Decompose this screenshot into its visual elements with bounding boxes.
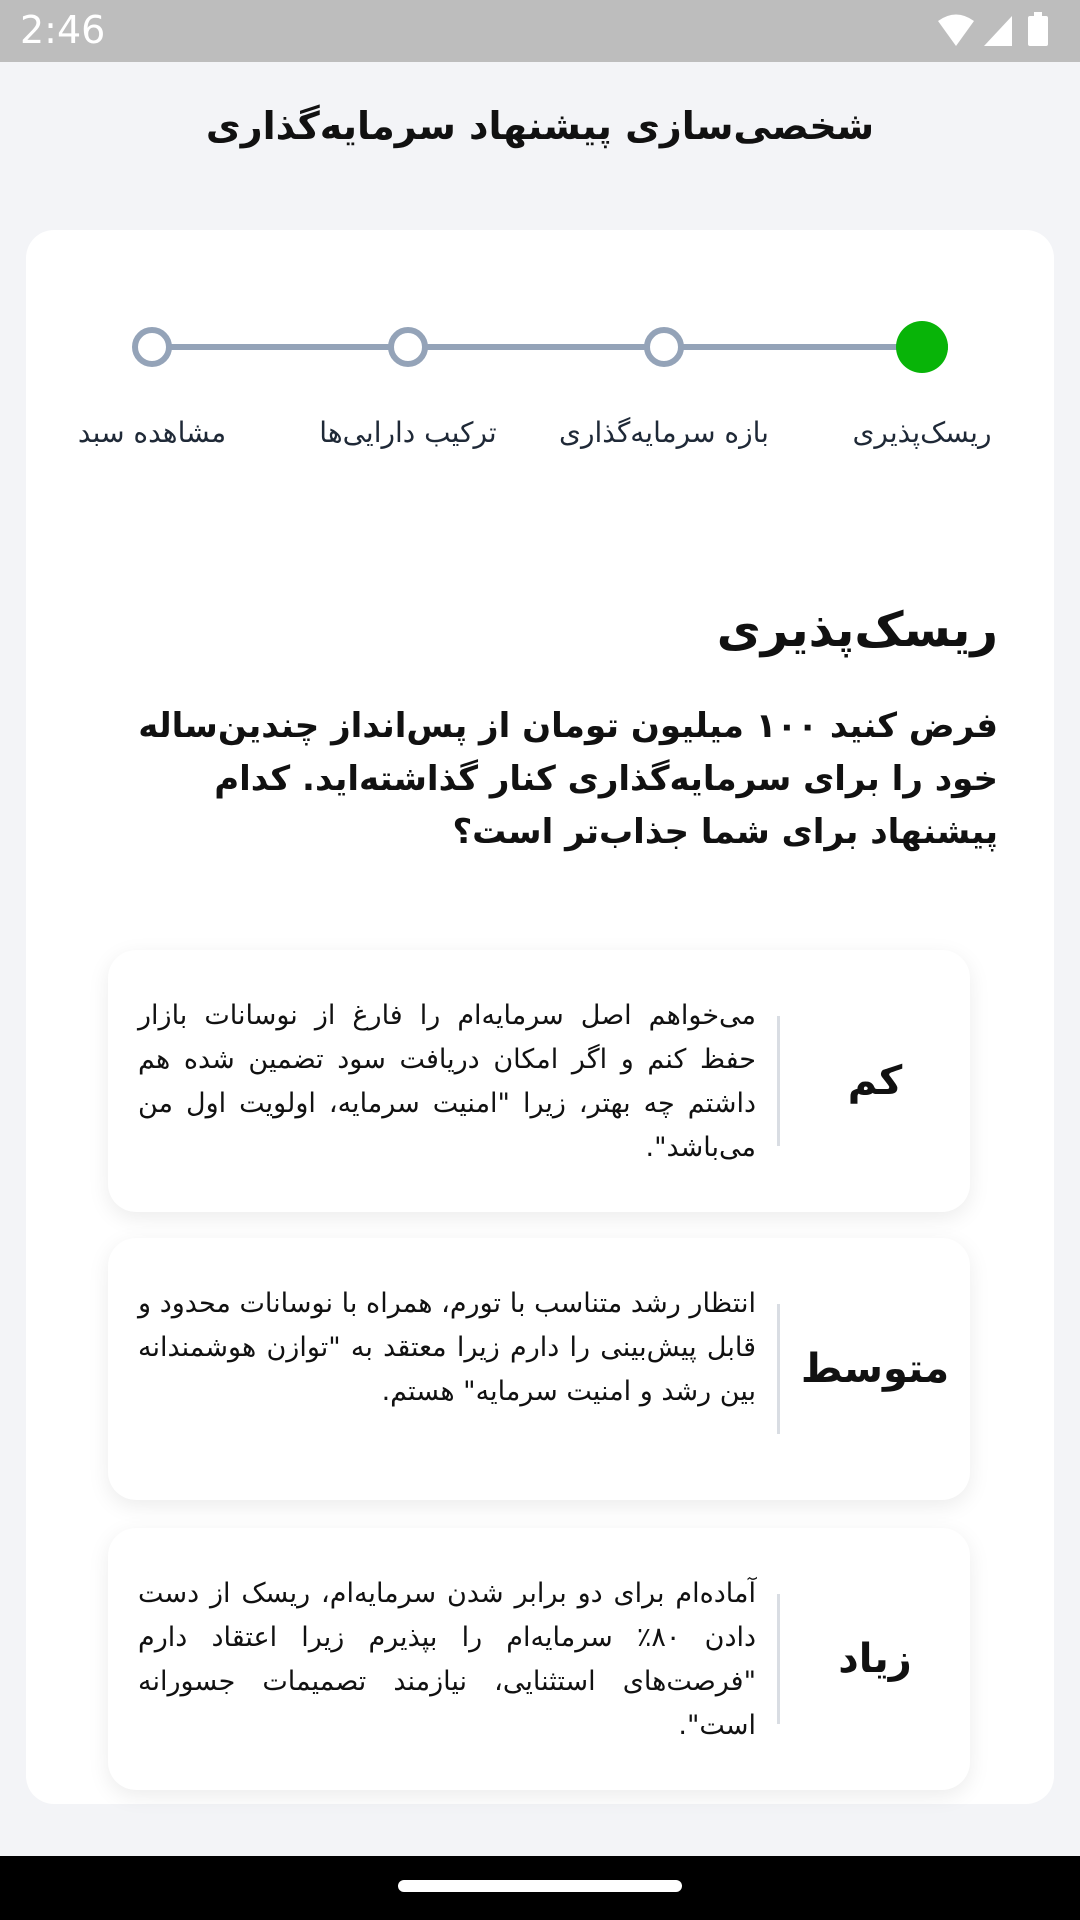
question-text: فرض کنید ۱۰۰ میلیون تومان از پس‌انداز چندین‌ساله خود را برای سرمایه‌گذاری کنار گذاشته‌اید. کدام پیشنهاد برای شما جذاب‌تر است؟ — [138, 706, 998, 852]
step-label-risk[interactable]: ریسک‌پذیری — [852, 416, 992, 449]
option-divider — [777, 1016, 780, 1146]
option-divider — [777, 1304, 780, 1434]
option-medium-label: متوسط — [800, 1346, 950, 1392]
wifi-icon — [938, 15, 974, 47]
option-low[interactable] — [108, 950, 970, 1212]
option-medium[interactable] — [108, 1238, 970, 1500]
option-low-description: می‌خواهم اصل سرمایه‌ام را فارغ از نوسانات بازار حفظ کنم و اگر امکان دریافت سود تضمین شده هم داشتم چه بهتر، زیرا "امنیت سرمایه، اولویت اول من می‌باشد". — [138, 1000, 756, 1163]
header — [0, 62, 1080, 190]
step-dot-risk[interactable] — [896, 321, 948, 373]
status-icons — [936, 12, 1056, 50]
main-card — [26, 230, 1054, 1804]
step-dot-assets[interactable] — [388, 327, 428, 367]
signal-icon — [984, 16, 1012, 46]
battery-icon — [1028, 12, 1048, 46]
option-divider — [777, 1594, 780, 1724]
option-low-label: کم — [847, 1058, 903, 1104]
section-title: ریسک‌پذیری — [716, 602, 998, 658]
step-label-duration[interactable]: بازه سرمایه‌گذاری — [559, 416, 769, 449]
status-bar — [0, 0, 1080, 62]
option-high[interactable] — [108, 1528, 970, 1790]
status-time: 2:46 — [20, 8, 106, 52]
page-title: شخصی‌سازی پیشنهاد سرمایه‌گذاری — [205, 104, 875, 148]
option-high-label: زیاد — [838, 1636, 912, 1682]
home-indicator[interactable] — [398, 1880, 682, 1892]
step-label-portfolio[interactable]: مشاهده سبد — [77, 416, 227, 449]
stepper — [26, 230, 1054, 460]
option-high-description: آماده‌ام برای دو برابر شدن سرمایه‌ام، ریسک از دست دادن ۸۰٪ سرمایه‌ام را بپذیرم زیرا اعتقاد دارم "فرصت‌های استثنایی، نیازمند تصمیمات جسورانه است". — [138, 1578, 756, 1741]
step-dot-duration[interactable] — [644, 327, 684, 367]
option-medium-description: انتظار رشد متناسب با تورم، همراه با نوسانات محدود و قابل پیش‌بینی را دارم زیرا معتقد به "توازن هوشمندانه بین رشد و امنیت سرمایه" هستم. — [138, 1288, 756, 1407]
stepper-line — [152, 344, 948, 350]
navigation-bar — [0, 1856, 1080, 1920]
step-dot-portfolio[interactable] — [132, 327, 172, 367]
step-label-assets[interactable]: ترکیب دارایی‌ها — [319, 416, 497, 449]
